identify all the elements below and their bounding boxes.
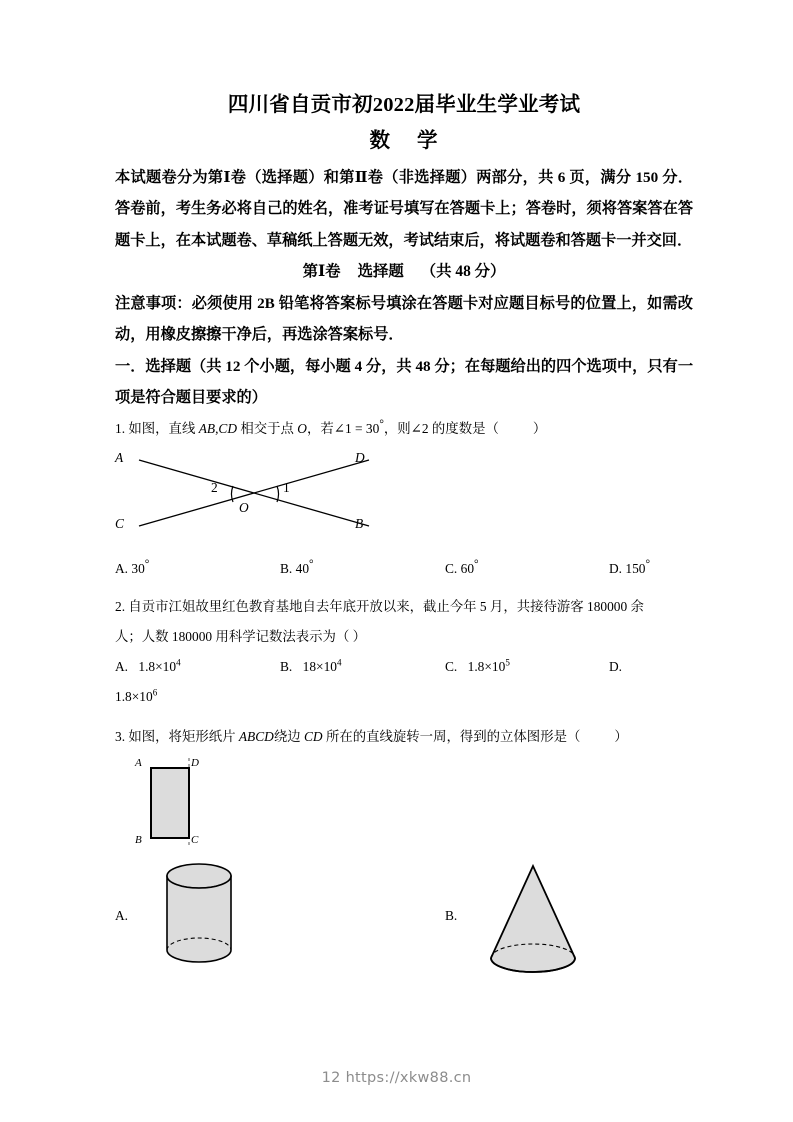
q1-text-c: ，若∠1 = 30 [306,420,380,436]
q1-label-C: C [115,515,124,531]
question-2-option-d-value-row [115,682,693,712]
q1-option-b-letter: B. [280,560,293,576]
q2-option-d-letter: D. [609,658,623,674]
q3-option-b-letter[interactable]: B. [445,907,458,923]
section-heading-type: 选择题 [357,263,404,281]
q2-option-b-letter: B. [280,658,293,674]
intersecting-lines-svg [121,446,391,538]
question-3-solid-options [115,860,693,980]
footer-watermark [0,1070,793,1086]
q2-option-b[interactable] [280,652,342,682]
q1-option-b-value: 40 [295,560,310,576]
question-2-stem-line-2: 人；人数 180000 用科学记数法表示为（ ） [115,628,367,644]
question-2-options [115,652,693,682]
q2-option-b-exponent: 4 [336,657,342,668]
question-3 [115,722,693,980]
q1-var-ab: AB [198,420,216,436]
q1-text-d: ，则∠2 的度数是（ [383,420,499,436]
exam-notice: 注意事项：必须使用 2B 铅笔将答案标号填涂在答题卡对应题目标号的位置上，如需改动，用橡皮擦擦干净后，再选涂答案标号． [115,294,693,344]
question-3-rectangle-figure [115,756,693,854]
q1-option-d-value: 150 [625,560,646,576]
section-heading-points: （共 48 分） [420,263,506,281]
q1-degree-symbol: ° [379,418,384,431]
q1-option-d-letter: D. [609,560,623,576]
q2-option-d-letter-wrap[interactable] [609,652,622,682]
q1-option-b[interactable] [280,554,314,584]
q1-label-A: A [115,449,124,465]
q2-option-c-letter: C. [445,658,458,674]
footer-page-number: 12 [321,1070,341,1086]
question-2 [115,592,693,712]
section-heading-part-one [115,256,693,288]
q2-option-d-exponent: 6 [152,687,158,698]
q3-label-B: B [135,833,142,846]
q1-text-b: 相交于点 [237,420,298,436]
part-one-heading: 一．选择题（共 12 个小题，每小题 4 分，共 48 分；在每题给出的四个选项中，只有一项是符合题目要求的） [115,357,693,407]
q1-label-B: B [355,515,364,531]
q1-option-a-unit: ° [144,558,150,571]
subject-char-right: 学 [417,129,439,152]
q2-option-a-letter: A. [115,658,129,674]
q2-option-d-mantissa: 1.8×10 [115,688,153,704]
cylinder-icon[interactable] [149,860,259,980]
q2-option-a-mantissa: 1.8×10 [138,658,177,674]
q1-option-a-letter: A. [115,560,129,576]
q1-option-a[interactable] [115,554,149,584]
question-1-options [115,554,693,584]
q1-label-O: O [239,499,249,515]
footer-url: https://xkw88.cn [345,1070,472,1086]
question-3-stem [115,722,693,752]
q1-option-c[interactable] [445,554,479,584]
q3-text-d: ） [614,728,628,744]
page-content [115,92,693,980]
q1-label-D: D [355,449,365,465]
subject-title [115,123,693,153]
q2-option-b-mantissa: 18×10 [302,658,337,674]
q1-option-b-unit: ° [309,558,314,571]
q2-option-c[interactable] [445,652,510,682]
cone-icon[interactable] [473,860,593,980]
q2-option-d-value[interactable] [115,682,157,712]
question-1-figure [115,446,693,538]
question-2-stem-line-1: 2. 自贡市江姐故里红色教育基地自去年底开放以来，截止今年 5 月，共接待游客 180000 余 [115,598,644,614]
subject-char-left: 数 [369,129,391,152]
q1-option-c-letter: C. [445,560,458,576]
q1-option-d[interactable] [609,554,650,584]
q1-text-e: ） [532,420,547,436]
q3-var-cd: CD [303,728,323,744]
q3-text-b: 绕边 [273,728,304,744]
q3-var-abcd: ABCD [238,728,274,744]
q1-option-a-value: 30 [131,560,145,576]
q1-option-c-unit: ° [474,558,479,571]
section-heading-volume: 第Ⅰ卷 [302,263,341,281]
q1-var-o: O [297,420,307,436]
q2-option-c-exponent: 5 [505,657,510,668]
q2-option-a[interactable] [115,652,181,682]
question-1 [115,414,693,584]
q3-label-D: D [191,756,199,769]
q2-option-c-mantissa: 1.8×10 [467,658,506,674]
q3-label-C: C [191,833,199,846]
q1-text-a: 1. 如图，直线 [115,420,199,436]
q3-label-A: A [135,756,142,769]
q1-text-comma: , [215,420,219,436]
q3-text-c: 所在的直线旋转一周，得到的立体图形是（ [322,728,581,744]
q2-option-a-exponent: 4 [176,657,181,668]
q3-text-a: 3. 如图，将矩形纸片 [115,728,239,744]
question-1-stem [115,414,693,444]
q3-option-a-letter[interactable]: A. [115,907,129,923]
q1-option-d-unit: ° [645,558,651,571]
q1-label-angle-2: 2 [211,479,218,495]
q1-var-cd: CD [218,420,238,436]
q1-label-angle-1: 1 [283,479,290,495]
exam-instructions: 本试题卷分为第Ⅰ卷（选择题）和第Ⅱ卷（非选择题）两部分，共 6 页，满分 150 分．答卷前，考生务必将自己的姓名，准考证号填写在答题卡上；答卷时，须将答案答在答题卡上，在本试题卷、草稿纸上答题无效，考试结束后，将试题卷和答题卡一并交回． [115,168,693,249]
page-title: 四川省自贡市初2022届毕业生学业考试 [227,94,581,116]
rectangle-abcd-svg [133,756,243,854]
q1-option-c-value: 60 [460,560,475,576]
